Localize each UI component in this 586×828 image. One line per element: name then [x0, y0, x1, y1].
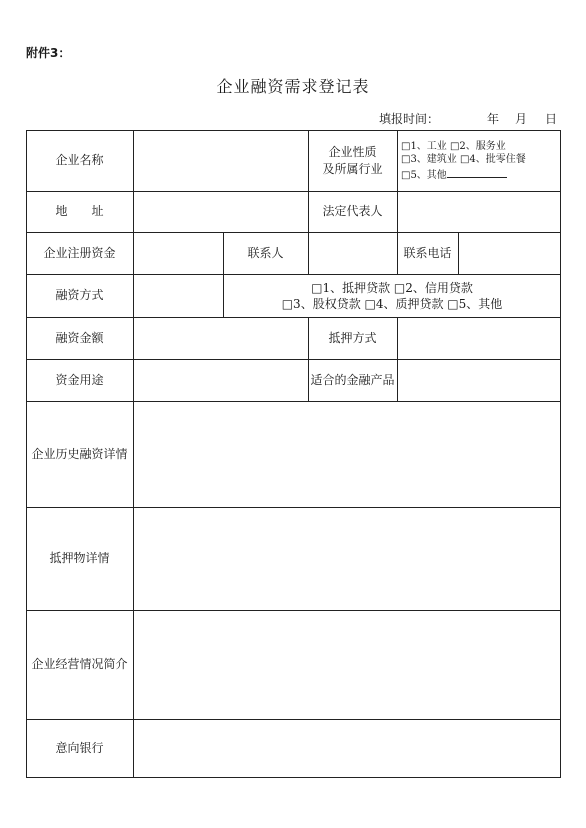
intended-bank-label: 意向银行 — [55, 740, 104, 755]
industry-option-line1[interactable]: □1、工业 □2、服务业 — [401, 140, 506, 152]
suitable-product-field[interactable] — [398, 360, 560, 401]
history-label: 企业历史融资详情 — [31, 446, 128, 461]
history-field[interactable] — [134, 402, 560, 507]
month-label: 月 — [515, 112, 528, 126]
financing-amount-field[interactable] — [134, 318, 308, 359]
operations-field[interactable] — [134, 611, 560, 719]
table-border-right — [560, 130, 561, 778]
day-label: 日 — [545, 112, 558, 126]
fund-use-label: 资金用途 — [55, 372, 104, 387]
contact-field[interactable] — [309, 233, 397, 274]
address-label: 地 址 — [55, 204, 104, 219]
industry-options[interactable] — [398, 131, 560, 191]
collateral-label: 抵押物详情 — [49, 551, 110, 566]
financing-amount-label: 融资金额 — [55, 330, 104, 345]
suitable-product-label: 适合的金融产品 — [310, 372, 395, 387]
contact-label: 联系人 — [247, 245, 284, 260]
legal-rep-label: 法定代表人 — [322, 204, 383, 219]
operations-label: 企业经营情况简介 — [31, 657, 128, 672]
industry-option-line3[interactable] — [401, 167, 526, 183]
industry-other-blank[interactable] — [447, 167, 507, 178]
company-name-field[interactable] — [134, 131, 308, 191]
mortgage-method-field[interactable] — [398, 318, 560, 359]
financing-method-options[interactable] — [224, 275, 560, 317]
phone-field[interactable] — [459, 233, 560, 274]
company-name-label: 企业名称 — [55, 153, 104, 168]
mortgage-method-label: 抵押方式 — [328, 330, 377, 345]
industry-other-label: □5、其他 — [401, 169, 447, 181]
phone-label: 联系电话 — [403, 245, 452, 260]
industry-option-line2[interactable]: □3、建筑业 □4、批零住餐 — [401, 154, 526, 166]
intended-bank-field[interactable] — [134, 720, 560, 777]
attachment-label: 附件3： — [26, 46, 71, 60]
registered-capital-label: 企业注册资金 — [43, 245, 116, 260]
table-border-bottom — [26, 777, 561, 778]
nature-industry-label — [308, 130, 397, 191]
form-title: 企业融资需求登记表 — [216, 77, 370, 96]
address-field[interactable] — [134, 192, 308, 232]
fund-use-field[interactable] — [134, 360, 308, 401]
method-option-line2[interactable]: □3、股权贷款 □4、质押贷款 □5、其他 — [281, 297, 503, 311]
method-option-line1[interactable]: □1、抵押贷款 □2、信用贷款 — [311, 280, 473, 295]
year-label: 年 — [487, 112, 500, 126]
legal-rep-field[interactable] — [398, 192, 560, 232]
nature-industry-line1: 企业性质 — [328, 145, 377, 160]
collateral-field[interactable] — [134, 508, 560, 610]
fill-time-label: 填报时间： — [379, 112, 440, 126]
financing-method-blank — [134, 275, 223, 317]
registered-capital-field[interactable] — [134, 233, 223, 274]
nature-industry-line2: 及所属行业 — [322, 161, 383, 176]
financing-method-label: 融资方式 — [55, 288, 104, 303]
